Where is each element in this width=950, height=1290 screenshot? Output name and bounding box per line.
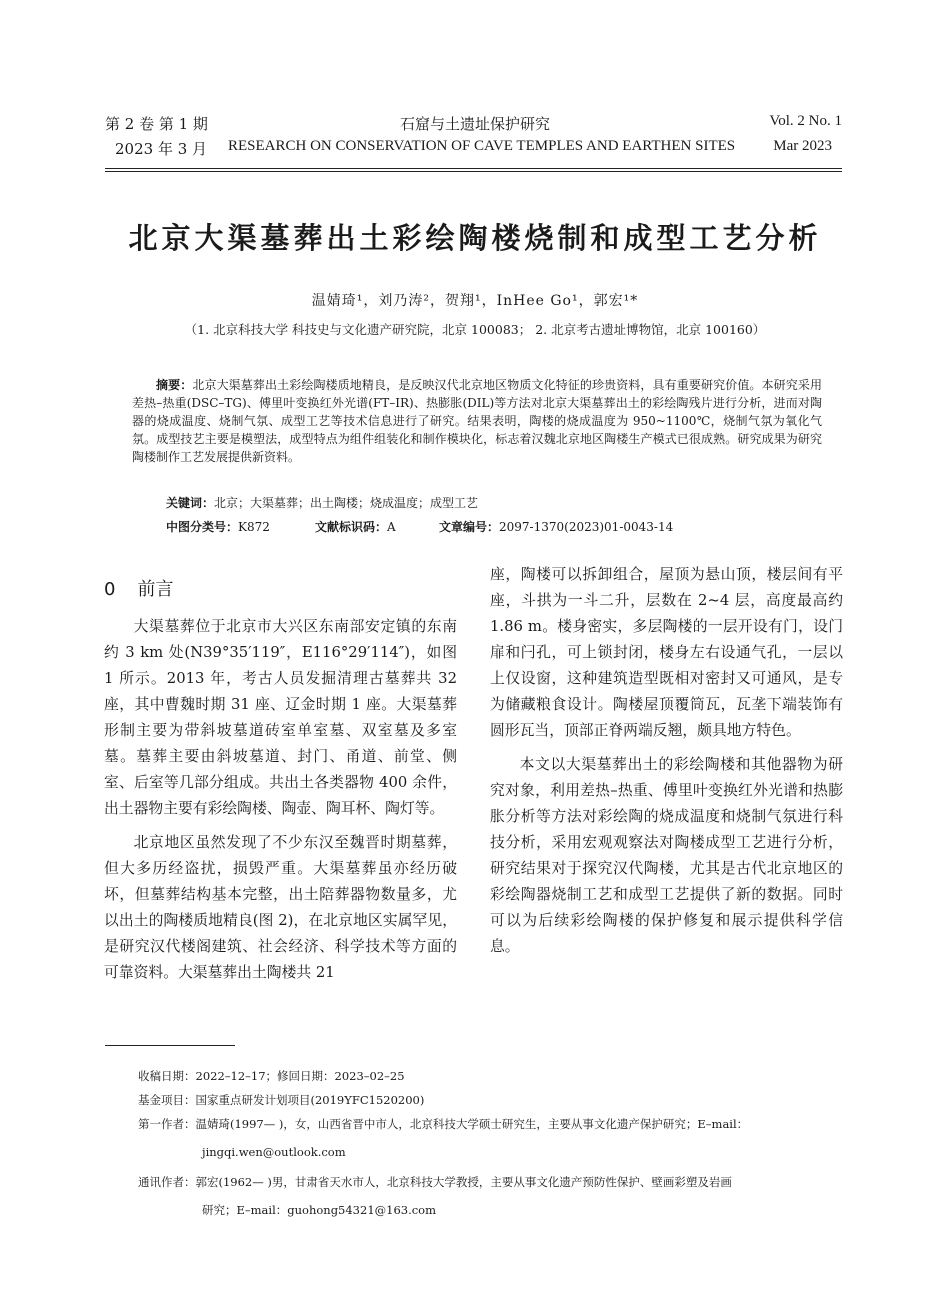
volume-issue-cn: 第 2 卷 第 1 期 (105, 115, 208, 133)
first-author-bio: 第一作者：温婧琦(1997— )，女，山西省晋中市人，北京科技大学硕士研究生，主要从事文化遗产保护研究；E–mail： (138, 1117, 749, 1131)
date-en: Mar 2023 (773, 138, 832, 154)
section-number: 0 (104, 579, 116, 600)
body-paragraph: 座，陶楼可以拆卸组合，屋顶为悬山顶，楼层间有平座，斗拱为一斗二升，层数在 2~4 层，高度最高约 1.86 m。楼身密实，多层陶楼的一层开设有门，设门扉和闩孔，可上锁封闭，楼身左右设通气孔，一层以上仅设窗，这种建筑造型既相对密封又可通风，是专为储藏粮食设计。陶楼屋顶覆筒瓦，瓦垄下端装饰有圆形瓦当，顶部正脊两端反翘，颇具地方特色。 (490, 566, 843, 739)
doc-code-line (315, 518, 396, 535)
clc-label: 中图分类号： (166, 520, 239, 534)
footnotes (138, 1064, 843, 1222)
body-paragraph: 本文以大渠墓葬出土的彩绘陶楼和其他器物为研究对象，利用差热–热重、傅里叶变换红外光谱和热膨胀分析等方法对彩绘陶的烧成温度和烧制气氛进行科技分析，采用宏观观察法对陶楼成型工艺进行分析，研究结果对于探究汉代陶楼，尤其是古代北京地区的彩绘陶器烧制工艺和成型工艺提供了新的数据。同时可以为后续彩绘陶楼的保护修复和展示提供科学信息。 (490, 756, 843, 955)
date-cn: 2023 年 3 月 (115, 140, 208, 158)
body-paragraph: 北京地区虽然发现了不少东汉至魏晋时期墓葬，但大多历经盗扰，损毁严重。大渠墓葬虽亦经历破坏，但墓葬结构基本完整，出土陪葬器物数量多，尤以出土的陶楼质地精良(图 2)，在北京地区实属罕见，是研究汉代楼阁建筑、社会经济、科学技术等方面的可靠资料。大渠墓葬出土陶楼共 21 (104, 834, 457, 981)
article-number-label: 文章编号： (439, 520, 500, 534)
received-date: 收稿日期：2022–12–17；修回日期：2023–02–25 (138, 1069, 405, 1083)
abstract-paragraph (132, 376, 822, 466)
fund-project: 基金项目：国家重点研发计划项目(2019YFC1520200) (138, 1093, 425, 1107)
corresponding-author-email: 研究；E–mail：guohong54321@163.com (202, 1203, 437, 1217)
affiliations: （1. 北京科技大学 科技史与文化遗产研究院，北京 100083； 2. 北京考古遗址博物馆，北京 100160） (184, 322, 766, 337)
article-title: 北京大渠墓葬出土彩绘陶楼烧制和成型工艺分析 (128, 221, 822, 255)
abstract-label: 摘要： (156, 378, 193, 392)
abstract (132, 376, 822, 466)
body-right-column (490, 562, 843, 960)
section-title: 前言 (137, 579, 174, 600)
section-heading (104, 575, 173, 601)
doc-code-label: 文献标识码： (315, 520, 388, 534)
clc-number: K872 (238, 520, 270, 534)
article-number-line (439, 518, 673, 535)
article-number: 2097-1370(2023)01-0043-14 (499, 520, 674, 534)
header-rule-bottom (105, 171, 842, 172)
clc-line (166, 518, 270, 535)
keywords-line (166, 494, 478, 511)
footnote-rule (105, 1045, 235, 1046)
keywords-label: 关键词： (166, 496, 215, 510)
body-left-column (104, 614, 457, 986)
journal-title-cn: 石窟与土遗址保护研究 (399, 115, 550, 133)
corresponding-author-bio: 通讯作者：郭宏(1962— )男，甘肃省天水市人，北京科技大学教授，主要从事文化遗产预防性保护、壁画彩塑及岩画 (138, 1175, 732, 1189)
body-paragraph: 大渠墓葬位于北京市大兴区东南部安定镇的东南约 3 km 处(N39°35′119″，E116°29′114″)，如图 1 所示。2013 年，考古人员发掘清理古墓葬共 32 座，其中曹魏时期 31 座、辽金时期 1 座。大渠墓葬形制主要为带斜坡墓道砖室单室墓、双室墓及多室墓。墓葬主要由斜坡墓道、封门、甬道、前堂、侧室、后室等几部分组成。共出土各类器物 400 余件，出土器物主要有彩绘陶楼、陶壶、陶耳杯、陶灯等。 (104, 618, 457, 817)
journal-title-en: RESEARCH ON CONSERVATION OF CAVE TEMPLES AND EARTHEN SITES (228, 138, 736, 154)
author-list: 温婧琦¹，刘乃涛²，贺翔¹，InHee Go¹，郭宏¹* (311, 293, 639, 309)
keywords: 北京；大渠墓葬；出土陶楼；烧成温度；成型工艺 (214, 496, 479, 510)
abstract-text: 北京大渠墓葬出土彩绘陶楼质地精良，是反映汉代北京地区物质文化特征的珍贵资料，具有重要研究价值。本研究采用差热–热重(DSC–TG)、傅里叶变换红外光谱(FT–IR)、热膨胀(DIL)等方法对北京大渠墓葬出土的彩绘陶残片进行分析，进而对陶器的烧成温度、烧制气氛、成型工艺等技术信息进行了研究。结果表明，陶楼的烧成温度为 950~1100℃，烧制气氛为氧化气氛。成型技艺主要是模塑法，成型特点为组件组装化和制作模块化，标志着汉魏北京地区陶楼生产模式已很成熟。研究成果为研究陶楼制作工艺发展提供新资料。 (132, 378, 822, 464)
first-author-email: jingqi.wen@outlook.com (202, 1145, 346, 1159)
volume-issue-en: Vol. 2 No. 1 (769, 113, 842, 129)
header-rule-top (105, 168, 842, 169)
doc-code: A (387, 520, 396, 534)
